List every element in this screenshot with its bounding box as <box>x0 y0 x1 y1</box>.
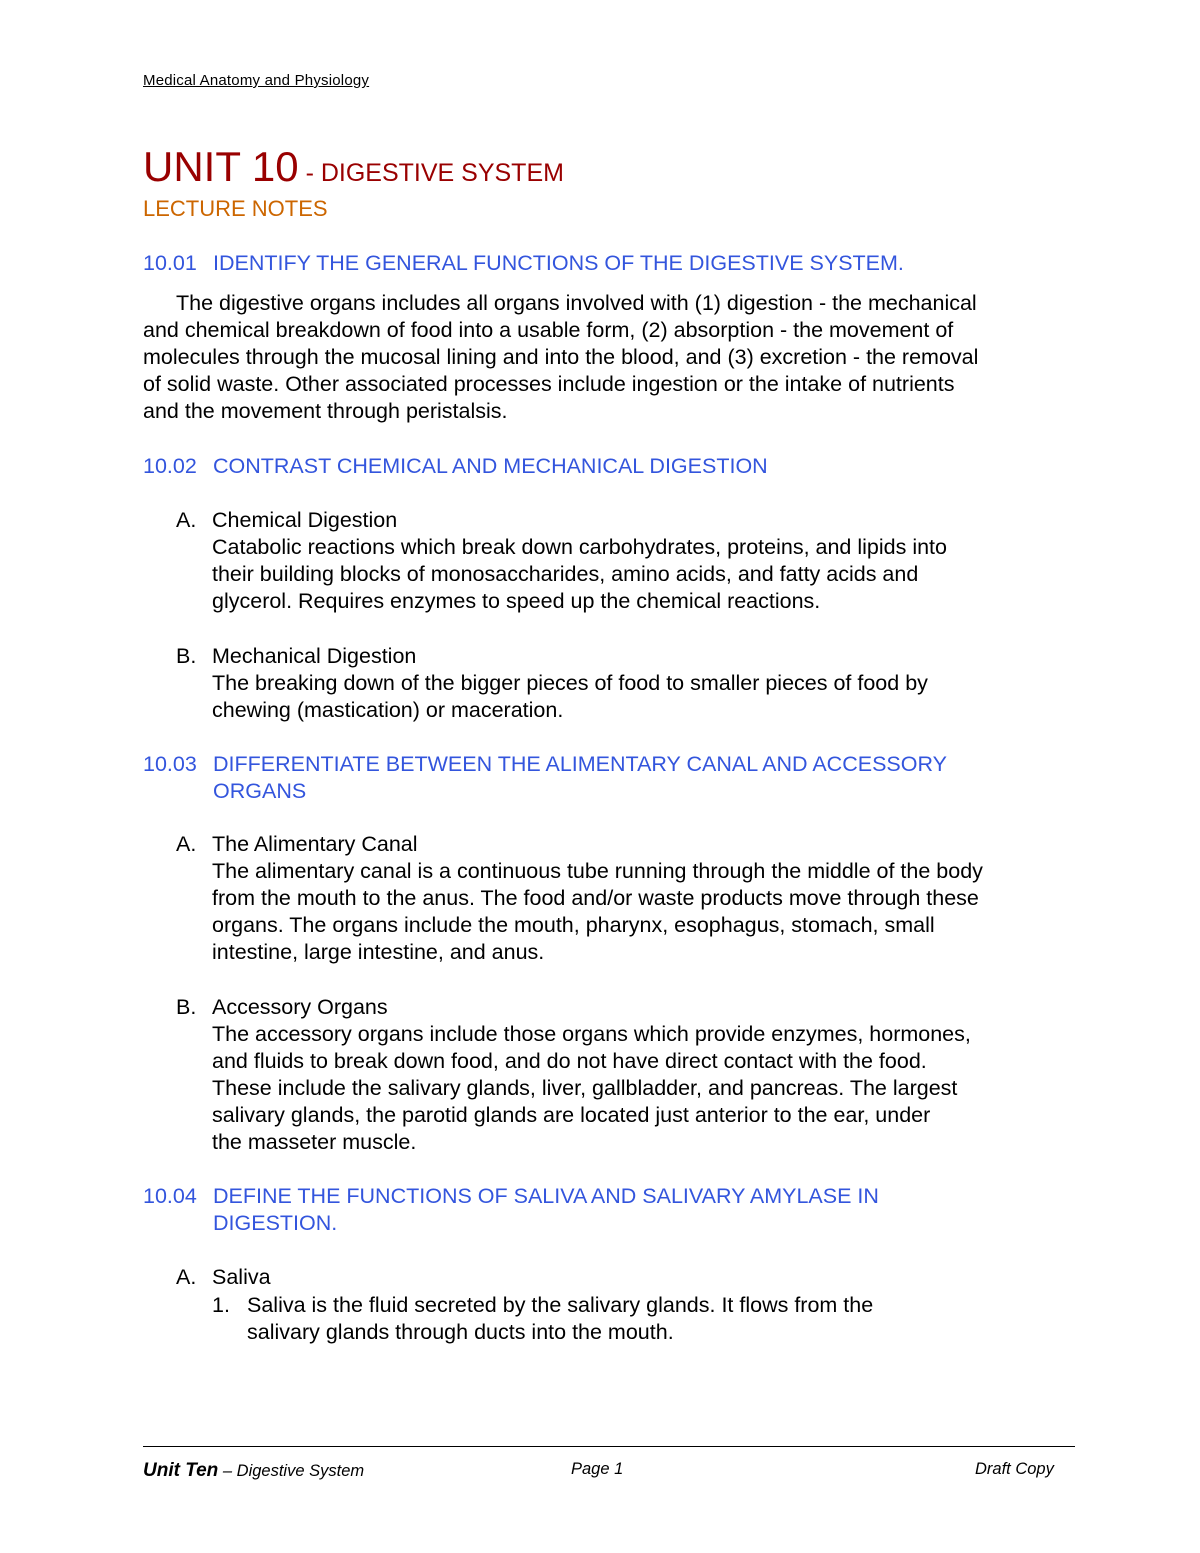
item-title: Saliva <box>212 1265 271 1289</box>
item-title: The Alimentary Canal <box>212 832 418 856</box>
footer-unit: Unit Ten – Digestive System <box>143 1460 365 1481</box>
section-number: 10.02 <box>143 454 197 478</box>
document-page: Medical Anatomy and Physiology UNIT 10 - DIGESTIVE SYSTEM LECTURE NOTES 10.01 IDENTIFY THE GENERAL FUNCTIONS OF THE DIGESTIVE SYSTEM. The digestive organs includes all organs involved with (1) digestion - the mechanical and chemical breakdown of food into a usable form, (2) absorption - the movement of molecules through the mucosal lining and into the blood, and (3) excretion - the removal of solid waste. Other associated processes include ingestion or the intake of nutrients and the movement through peristalsis. 10.02 CONTRAST CHEMICAL AND MECHANICAL DIGESTION A. Chemical Digestion Catabolic reactions which break down carbohydrates, proteins, and lipids into their building blocks of monosaccharides, amino acids, and fatty acids and glycerol. Requires enzymes to speed up the chemical reactions. B. Mechanical Digestion The breaking down of the bigger pieces of food to smaller pieces of food by chewing (mastication) or maceration. 10.03 DIFFERENTIATE BETWEEN THE ALIMENTARY CANAL AND ACCESSORY ORGANS A. The Alimentary Canal The alimentary canal is a continuous tube running through the middle of the body from the mouth to the anus. The food and/or waste products move through these organs. The organs include the mouth, pharynx, esophagus, stomach, small intestine, large intestine, and anus. B. Accessory Organs The accessory organs include those organs which provide enzymes, hormones, and fluids to break down food, and do not have direct contact with the food. These include the salivary glands, liver, gallbladder, and pancreas. The largest salivary glands, the parotid glands are located just anterior to the ear, under the masseter muscle. 10.04 DEFINE THE FUNCTIONS OF SALIVA AND SALIVARY AMYLASE IN DIGESTION. A. Saliva 1. Saliva is the fluid secreted by the salivary glands. It flows from the salivary glands through ducts into the mouth. Unit Ten – Digestive System Page 1 Draft Copy <box>0 0 1200 1553</box>
footer-status: Draft Copy <box>975 1460 1054 1478</box>
footer-page-number: Page 1 <box>571 1460 624 1478</box>
section-heading-text: DIGESTION. <box>213 1211 338 1235</box>
section-heading-text: DIFFERENTIATE BETWEEN THE ALIMENTARY CANAL AND ACCESSORY <box>213 752 947 776</box>
section-number: 10.03 <box>143 752 197 776</box>
section-number: 10.01 <box>143 251 197 275</box>
unit-number: UNIT 10 <box>143 143 299 190</box>
list-marker: B. <box>176 644 197 668</box>
section-paragraph: The digestive organs includes all organs involved with (1) digestion - the mechanical and chemical breakdown of food into a usable form, (2) absorption - the movement of molecules through the mucosal lining and into the blood, and (3) excretion - the removal of solid waste. Other associated processes include ingestion or the intake of nutrients and the movement through peristalsis. <box>143 291 979 423</box>
section-heading-10-03 <box>143 751 947 803</box>
section-heading-10-01 <box>143 250 904 277</box>
section-heading-text: IDENTIFY THE GENERAL FUNCTIONS OF THE DIGESTIVE SYSTEM. <box>213 251 904 275</box>
section-heading-10-02 <box>143 453 768 480</box>
page-subtitle: LECTURE NOTES <box>143 196 328 221</box>
item-title: Chemical Digestion <box>212 508 398 532</box>
list-marker: A. <box>176 1265 197 1289</box>
running-header: Medical Anatomy and Physiology <box>143 72 370 89</box>
list-marker: A. <box>176 832 197 856</box>
unit-topic: - DIGESTIVE SYSTEM <box>298 159 564 187</box>
page-title <box>143 143 564 190</box>
section-number: 10.04 <box>143 1184 197 1208</box>
section-heading-text: CONTRAST CHEMICAL AND MECHANICAL DIGESTION <box>213 454 768 478</box>
section-heading-10-04 <box>143 1183 879 1235</box>
footer-divider <box>143 1446 1075 1447</box>
item-title: Accessory Organs <box>212 995 388 1019</box>
list-marker: 1. <box>212 1293 230 1317</box>
list-marker: A. <box>176 508 197 532</box>
section-heading-text: ORGANS <box>213 779 307 803</box>
section-heading-text: DEFINE THE FUNCTIONS OF SALIVA AND SALIVARY AMYLASE IN <box>213 1184 879 1208</box>
item-title: Mechanical Digestion <box>212 644 417 668</box>
list-marker: B. <box>176 995 197 1019</box>
